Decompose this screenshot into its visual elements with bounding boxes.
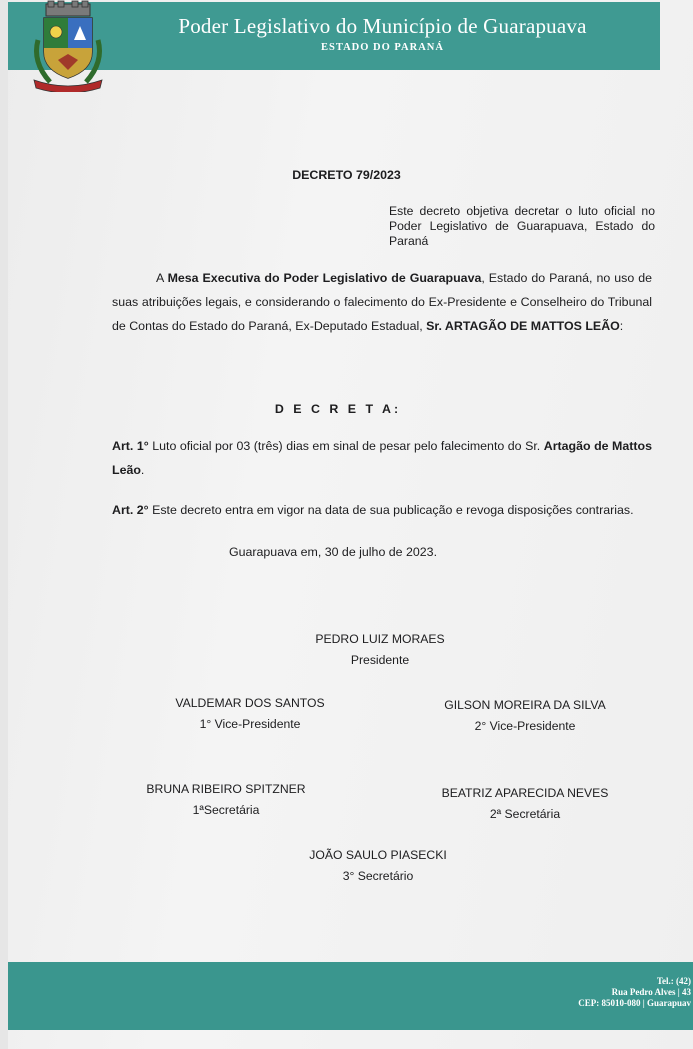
header-title: Poder Legislativo do Município de Guarapuava <box>178 14 587 38</box>
preamble-text-2: , Estado do Paraná, no uso de suas atribuições legais, e considerando o falecimento do Ex-Presidente e Conselheiro do Tribunal de Contas do Estado do Paraná, Ex-Deputado Estadual, <box>112 271 652 333</box>
footer-contact <box>578 976 691 1009</box>
article-1-text: Luto oficial por 03 (três) dias em sinal de pesar pelo falecimento do Sr. <box>148 439 544 453</box>
signature-role: 3° Secretário <box>342 869 414 883</box>
footer-address: Rua Pedro Alves | 43 <box>611 987 691 997</box>
signature-president <box>280 629 480 671</box>
signature-name: BEATRIZ APARECIDA NEVES <box>441 786 609 800</box>
article-2-label: Art. 2° <box>112 503 149 517</box>
signature-secretary-2 <box>420 783 630 825</box>
signature-name: VALDEMAR DOS SANTOS <box>175 696 325 710</box>
preamble-text-3: : <box>619 319 624 333</box>
article-2-text: Este decreto entra em vigor na data de sua publicação e revoga disposições contrarias. <box>148 503 634 517</box>
page-edge <box>0 0 8 1049</box>
signature-role: 1° Vice-Presidente <box>199 717 301 731</box>
signature-role: 2ª Secretária <box>489 807 561 821</box>
signature-role: 1ªSecretária <box>192 803 260 817</box>
signature-vice-president-1 <box>150 693 350 735</box>
footer-postal: CEP: 85010-080 | Guarapuav <box>578 998 691 1008</box>
signature-name: GILSON MOREIRA DA SILVA <box>444 698 606 712</box>
coat-of-arms-icon <box>28 0 108 92</box>
signature-name: JOÃO SAULO PIASECKI <box>309 848 447 862</box>
article-1-name: Artagão de Mattos Leão <box>112 439 652 477</box>
article-1-label: Art. 1° <box>112 439 149 453</box>
decreta-heading: D E C R E T A: <box>274 402 402 416</box>
article-1 <box>112 434 652 482</box>
signature-secretary-3 <box>278 845 478 887</box>
article-2 <box>112 499 652 521</box>
decree-title: DECRETO 79/2023 <box>292 168 401 182</box>
place-date: Guarapuava em, 30 de julho de 2023. <box>228 545 438 559</box>
header-subtitle: ESTADO DO PARANÁ <box>321 42 444 53</box>
signature-role: Presidente <box>350 653 410 667</box>
signature-name: PEDRO LUIZ MORAES <box>315 632 445 646</box>
article-1-end: . <box>140 463 145 477</box>
preamble-bold-2: Sr. ARTAGÃO DE MATTOS LEÃO <box>426 319 620 333</box>
preamble-bold-1: Mesa Executiva do Poder Legislativo de Guarapuava <box>167 271 482 285</box>
footer-phone: Tel.: (42) <box>656 976 691 986</box>
signature-role: 2° Vice-Presidente <box>474 719 576 733</box>
preamble-paragraph <box>112 266 652 338</box>
signature-vice-president-2 <box>420 695 630 737</box>
signature-name: BRUNA RIBEIRO SPITZNER <box>146 782 306 796</box>
decree-summary: Este decreto objetiva decretar o luto oficial no Poder Legislativo de Guarapuava, Estado do Paraná <box>389 204 655 248</box>
preamble-text-1: A <box>156 271 168 285</box>
signature-secretary-1 <box>126 779 326 821</box>
